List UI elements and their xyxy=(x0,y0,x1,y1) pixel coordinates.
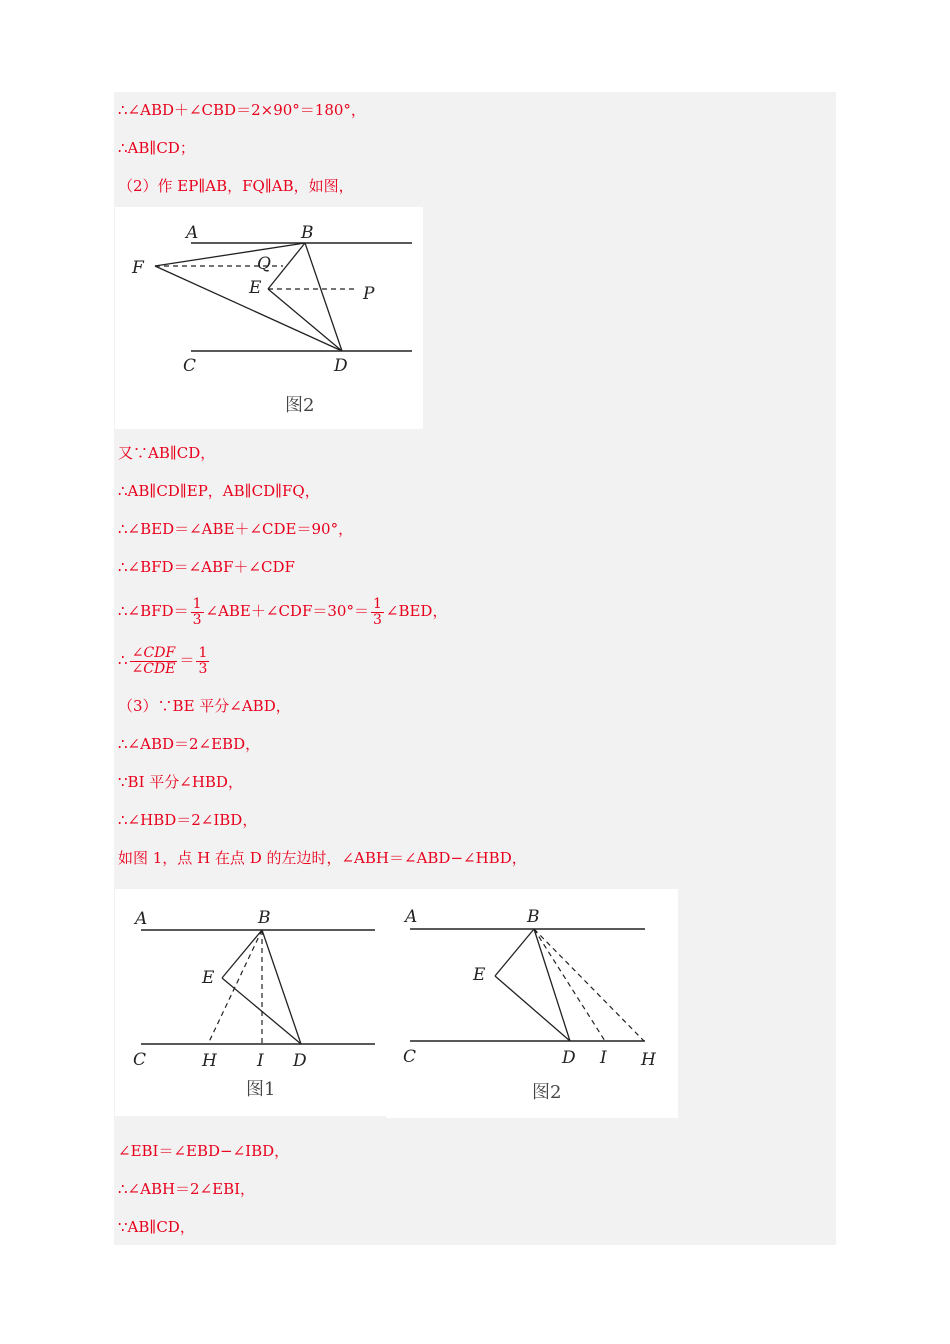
fraction-one-third: $\frac{1}{3}$ xyxy=(192,595,202,628)
line-12: ∵BI 平分∠HBD， xyxy=(118,773,243,791)
label-I: I xyxy=(257,1051,264,1071)
line-13: ∴∠HBD＝2∠IBD， xyxy=(118,811,258,829)
line-2: ∴AB∥CD； xyxy=(118,139,195,157)
line-9 xyxy=(118,642,211,678)
label-D: D xyxy=(334,356,348,376)
label-D: D xyxy=(293,1051,307,1071)
label-P: P xyxy=(363,284,375,304)
figure-part2 xyxy=(115,207,423,429)
label-H: H xyxy=(641,1050,656,1070)
label-C: C xyxy=(133,1050,147,1070)
label-D: D xyxy=(562,1048,576,1068)
figure-part3-1 xyxy=(115,889,386,1116)
line-1: ∴∠ABD＋∠CBD＝2×90°＝180°， xyxy=(118,101,366,119)
line-8-middle: ∠ABE＋∠CDF＝30°＝ xyxy=(205,602,369,620)
line-14: 如图 1，点 H 在点 D 的左边时，∠ABH＝∠ABD−∠HBD， xyxy=(118,849,527,867)
fraction-one-third: $\frac{1}{3}$ xyxy=(372,595,382,628)
fraction-cdf-cde: $\frac{\text{∠CDF}}{\text{∠CDE}}$ xyxy=(131,644,176,677)
label-H: H xyxy=(202,1051,217,1071)
line-15: ∠EBI＝∠EBD−∠IBD， xyxy=(118,1142,290,1160)
line-6: ∴∠BED＝∠ABE＋∠CDE＝90°， xyxy=(118,520,354,538)
label-B: B xyxy=(527,907,540,927)
label-B: B xyxy=(301,223,314,243)
label-A: A xyxy=(135,909,148,929)
line-8-end: ∠BED， xyxy=(385,602,448,620)
label-I: I xyxy=(600,1048,607,1068)
label-A: A xyxy=(186,223,199,243)
figure-caption: 图2 xyxy=(532,1082,562,1103)
figure-part3-2 xyxy=(386,889,678,1118)
label-E: E xyxy=(249,278,262,298)
line-8 xyxy=(118,594,447,628)
label-E: E xyxy=(202,968,215,988)
label-E: E xyxy=(473,965,486,985)
label-F: F xyxy=(132,258,144,278)
equals-sign: ＝ xyxy=(179,651,195,669)
therefore-symbol: ∴ xyxy=(118,651,128,669)
label-Q: Q xyxy=(257,254,271,274)
line-17: ∵AB∥CD， xyxy=(118,1218,195,1236)
label-A: A xyxy=(405,907,418,927)
line-10: （3）∵BE 平分∠ABD， xyxy=(118,697,291,715)
label-C: C xyxy=(183,356,197,376)
line-5: ∴AB∥CD∥EP，AB∥CD∥FQ， xyxy=(118,482,320,500)
fraction-one-third: $\frac{1}{3}$ xyxy=(198,644,208,677)
line-7: ∴∠BFD＝∠ABF＋∠CDF xyxy=(118,558,295,576)
line-11: ∴∠ABD＝2∠EBD， xyxy=(118,735,261,753)
figure-caption: 图2 xyxy=(285,395,315,416)
line-4: 又∵AB∥CD， xyxy=(118,444,216,462)
line-3: （2）作 EP∥AB，FQ∥AB，如图， xyxy=(118,177,354,195)
label-B: B xyxy=(258,908,271,928)
line-8-start: ∴∠BFD＝ xyxy=(118,602,189,620)
line-16: ∴∠ABH＝2∠EBI， xyxy=(118,1180,256,1198)
label-C: C xyxy=(403,1047,417,1067)
figure-caption: 图1 xyxy=(246,1079,276,1100)
